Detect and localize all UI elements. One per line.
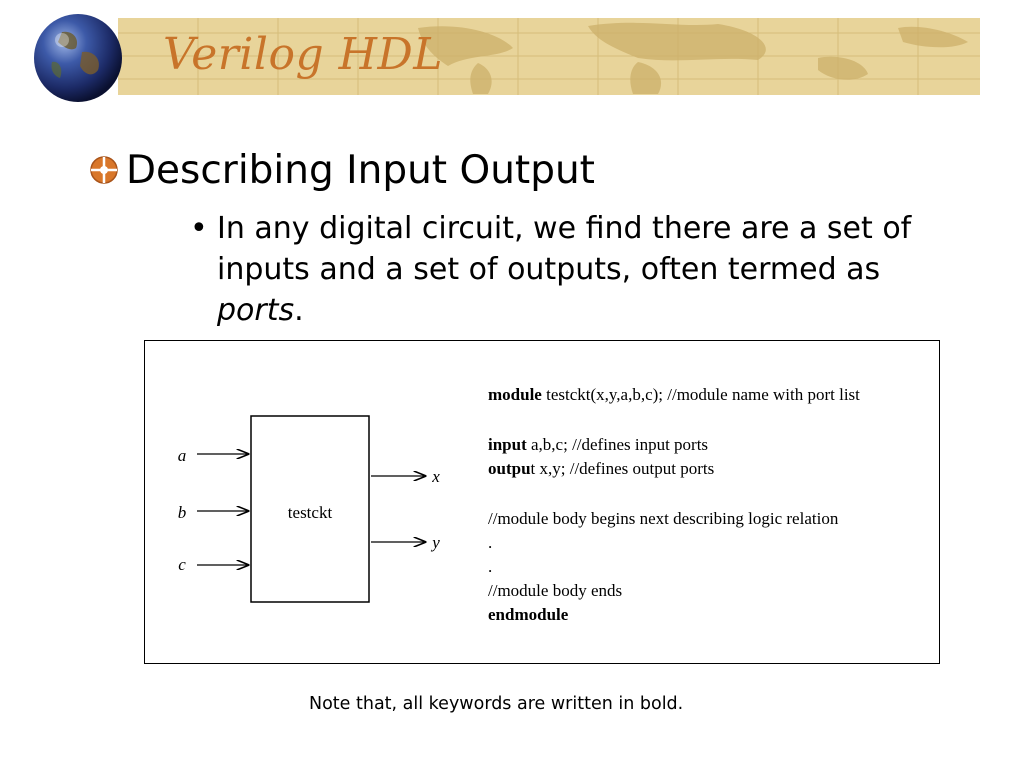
bullet-emphasis: ports [217,293,295,328]
keyword-module: module [488,385,542,404]
compass-bullet-icon [89,155,119,185]
bullet-paragraph [190,208,950,331]
input-label-b: b [177,503,187,522]
input-label-a: a [177,446,187,465]
code-line-module [488,383,860,407]
code-line-body-end: //module body ends [488,581,623,600]
code-line-output [488,457,860,481]
section-heading: Describing Input Output [126,148,595,193]
globe-icon [32,12,124,104]
slide-title: Verilog HDL [163,29,443,80]
output-label-y: y [432,533,440,552]
verilog-code [488,383,860,627]
output-label-x: x [432,467,440,486]
code-line-input [488,433,860,457]
footnote: Note that, all keywords are written in bold. [309,694,684,714]
code-input-rest: a,b,c; //defines input ports [526,435,709,454]
input-label-c: c [178,555,186,574]
keyword-input: input [488,435,527,454]
bullet-line-2: inputs and a set of outputs, often termed as [217,252,881,287]
code-line-body-begin: //module body begins next describing logic relation [488,509,839,528]
bullet-line-1: In any digital circuit, we find there are a set of [217,211,912,246]
figure-box [144,340,940,664]
keyword-endmodule: endmodule [488,605,569,624]
bullet-marker: • [190,211,208,246]
keyword-output: outpu [488,459,531,478]
block-label: testckt [287,503,333,522]
bullet-tail: . [294,293,304,328]
code-line-dot-2: . [488,557,493,576]
code-line-dot-1: . [488,533,493,552]
bullet-text [217,208,950,331]
code-output-rest: t x,y; //defines output ports [530,459,715,478]
code-module-rest: testckt(x,y,a,b,c); //module name with port list [541,385,860,404]
code-line-endmodule [488,603,860,627]
